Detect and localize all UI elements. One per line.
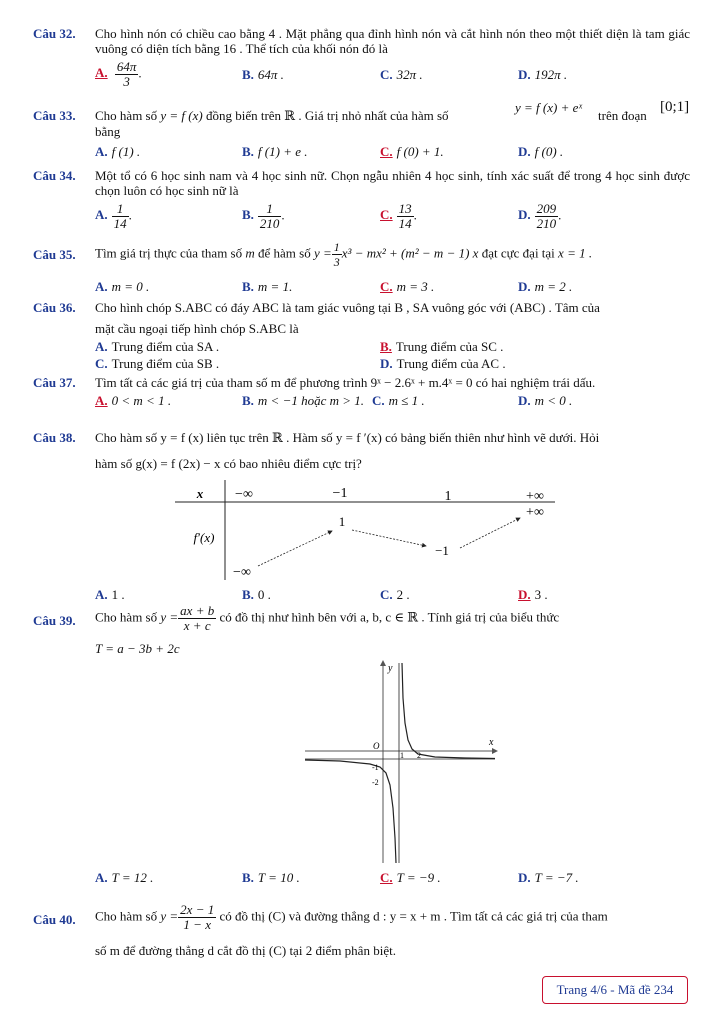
question-33-text: Cho hàm số y = f (x) đồng biến trên ℝ . Giá trị nhỏ nhất của hàm số	[95, 108, 449, 123]
question-40-line2: số m để đường thẳng d cắt đồ thị (C) tại 2 điểm phân biệt.	[95, 943, 396, 958]
table-x-label: x	[196, 486, 204, 501]
q33-option-d[interactable]: D. f (0) .	[518, 144, 564, 159]
q35-option-b[interactable]: B. m = 1.	[242, 279, 293, 294]
graph-origin: O	[373, 741, 380, 751]
q39-option-c[interactable]: C. T = −9 .	[380, 870, 441, 885]
q39-option-a[interactable]: A. T = 12 .	[95, 870, 154, 885]
q36-option-c[interactable]: C. Trung điểm của SB .	[95, 356, 220, 371]
q38-option-d[interactable]: D. 3 .	[518, 587, 548, 602]
question-36-line1: Cho hình chóp S.ABC có đáy ABC là tam giác vuông tại B , SA vuông góc với (ABC) . Tâm của	[95, 300, 600, 315]
q39-option-d[interactable]: D. T = −7 .	[518, 870, 579, 885]
q32-option-b[interactable]: B. 64π .	[242, 67, 284, 82]
table-f-valley: −1	[435, 543, 449, 558]
graph-y-label: y	[388, 663, 393, 674]
question-35-text: Tìm giá trị thực của tham số m để hàm số y = $\frac{1}{3}$ x³ − mx² + (m² − m − 1) x đạt cực đại tại x = 1 .	[95, 240, 593, 269]
graph-x-label: x	[489, 737, 494, 748]
question-34-number: Câu 34.	[33, 168, 76, 183]
q36-option-d[interactable]: D. Trung điểm của AC .	[380, 356, 506, 371]
table-x-neg-inf: −∞	[235, 487, 253, 502]
question-32-number: Câu 32.	[33, 26, 76, 41]
q33-interval: [0;1]	[660, 99, 690, 115]
q38-option-c[interactable]: C. 2 .	[380, 587, 410, 602]
question-38-line1: Cho hàm số y = f (x) liên tục trên ℝ . Hàm số y = f ′(x) có bảng biến thiên như hình vẽ dưới. Hỏi	[95, 430, 600, 445]
graph-tick-1: 1	[400, 751, 404, 760]
q37-option-d[interactable]: D. m < 0 .	[518, 393, 573, 408]
q36-option-a[interactable]: A. Trung điểm của SA .	[95, 339, 220, 354]
q32-option-a[interactable]: A. $\frac{64\pi}{3}$ .	[95, 59, 142, 89]
q35-option-c[interactable]: C. m = 3 .	[380, 279, 435, 294]
question-34-text: Một tổ có 6 học sinh nam và 4 học sinh nữ. Chọn ngẫu nhiên 4 học sinh, tính xác suất để trong 4 học sinh được chọn luôn có học sinh nữ là	[95, 168, 690, 198]
q38-option-b[interactable]: B. 0 .	[242, 587, 271, 602]
question-37-number: Câu 37.	[33, 375, 76, 390]
graph-tick-neg2: -2	[372, 778, 379, 787]
fraction: $\frac{64\pi}{3}$	[116, 59, 137, 89]
question-40-text: Cho hàm số y = $\frac{2x - 1}{1 - x}$ có đồ thị (C) và đường thẳng d : y = x + m . Tìm tất cả các giá trị của tham	[95, 902, 608, 932]
right-branch	[402, 663, 495, 759]
question-38-line2: hàm số g(x) = f (2x) − x có bao nhiêu điểm cực trị?	[95, 456, 362, 471]
table-x-neg-one: −1	[332, 486, 348, 501]
q33-option-a[interactable]: A. f (1) .	[95, 144, 141, 159]
q34-option-d[interactable]: D. $\frac{209}{210}$ .	[518, 201, 562, 231]
arrow-up-2	[460, 518, 520, 548]
q33-option-b[interactable]: B. f (1) + e .	[242, 144, 308, 159]
table-x-pos-inf: +∞	[526, 489, 544, 504]
q34-option-c[interactable]: C. $\frac{13}{14}$ .	[380, 201, 417, 231]
page-footer: Trang 4/6 - Mã đề 234	[542, 976, 688, 1004]
q38-option-a[interactable]: A. 1 .	[95, 587, 125, 602]
question-36-number: Câu 36.	[33, 300, 76, 315]
q36-option-b[interactable]: B. Trung điểm của SC .	[380, 339, 504, 354]
table-fprime-label: f′(x)	[193, 530, 215, 545]
table-f-bottom: −∞	[233, 565, 251, 580]
arrow-down	[352, 530, 426, 546]
q37-option-a[interactable]: A. 0 < m < 1 .	[95, 393, 172, 408]
question-39-number: Câu 39.	[33, 613, 76, 628]
q37-option-c[interactable]: C. m ≤ 1 .	[372, 393, 425, 408]
q37-option-b[interactable]: B. m < −1 hoặc m > 1.	[242, 393, 365, 408]
q33-interval-text: trên đoạn	[598, 108, 647, 123]
question-40-number: Câu 40.	[33, 912, 76, 927]
question-35-number: Câu 35.	[33, 247, 76, 262]
graph-tick-neg1: -1	[372, 763, 379, 772]
arrow-up-1	[258, 531, 332, 566]
q32-option-c[interactable]: C. 32π .	[380, 67, 423, 82]
question-39-text: Cho hàm số y = $\frac{ax + b}{x + c}$ có đồ thị như hình bên với a, b, c ∈ ℝ . Tính giá trị của biểu thức	[95, 603, 560, 633]
question-33-number: Câu 33.	[33, 108, 76, 123]
table-f-peak: 1	[338, 514, 346, 529]
q39-option-b[interactable]: B. T = 10 .	[242, 870, 300, 885]
table-f-top-right: +∞	[526, 505, 544, 520]
q32-option-d[interactable]: D. 192π .	[518, 67, 568, 82]
q35-option-a[interactable]: A. m = 0 .	[95, 279, 150, 294]
q33-option-c[interactable]: C. f (0) + 1.	[380, 144, 444, 159]
question-36-line2: mặt cầu ngoại tiếp hình chóp S.ABC là	[95, 321, 299, 336]
question-39-expression: T = a − 3b + 2c	[95, 641, 180, 656]
question-38-number: Câu 38.	[33, 430, 76, 445]
q34-option-b[interactable]: B. $\frac{1}{210}$ .	[242, 201, 285, 231]
q35-option-d[interactable]: D. m = 2 .	[518, 279, 573, 294]
table-x-one: 1	[444, 489, 452, 504]
q33-text-end: bằng	[95, 124, 121, 139]
graph-q39	[300, 658, 500, 868]
q34-option-a[interactable]: A. $\frac{1}{14}$ .	[95, 201, 132, 231]
question-32-text: Cho hình nón có chiều cao bằng 4 . Mặt phẳng qua đỉnh hình nón và cắt hình nón theo một thiết diện là tam giác vuông có diện tích bằng 16 . Thể tích của khối nón đó là	[95, 26, 690, 56]
graph-tick-2: 2	[417, 751, 421, 760]
question-37-text: Tìm tất cả các giá trị của tham số m để phương trình 9ˣ − 2.6ˣ + m.4ˣ = 0 có hai nghiệm trái dấu.	[95, 375, 596, 390]
left-branch	[305, 760, 396, 863]
variation-table	[170, 478, 560, 583]
q33-function: y = f (x) + eˣ	[515, 100, 583, 115]
option-label: A.	[95, 65, 108, 81]
